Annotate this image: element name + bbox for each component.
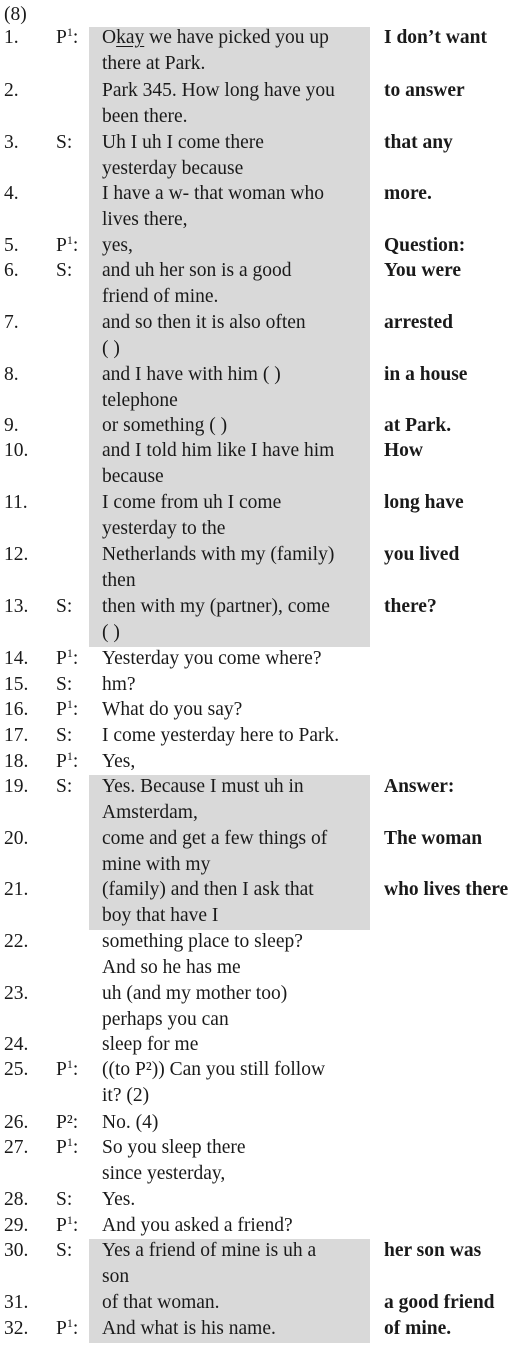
speaker-label: $P^1$: <box>56 1057 79 1080</box>
utterance-line: (family) and then I ask that <box>102 879 314 900</box>
translation-text: You were <box>384 260 462 281</box>
speaker-name: S: <box>56 1189 73 1210</box>
utterance-line: hm? <box>102 674 136 695</box>
utterance-line: and I told him like I have him <box>102 440 335 461</box>
speaker-name: P <box>56 27 67 48</box>
speaker-label <box>56 1238 72 1264</box>
utterance-line: perhaps you can <box>102 1008 229 1030</box>
utterance-line: ( ) <box>102 621 120 643</box>
line-number: 14. <box>4 648 29 669</box>
utterance-text <box>102 697 366 723</box>
translation-text: Answer: <box>384 776 455 797</box>
speaker-name: S: <box>56 260 73 281</box>
translation-text: more. <box>384 183 432 204</box>
utterance-text <box>102 310 366 362</box>
translation-text: there? <box>384 596 437 617</box>
utterance-text <box>102 1187 366 1213</box>
translation-text: that any <box>384 132 453 153</box>
speaker-label <box>56 774 72 800</box>
underlined-syllable: kay <box>116 27 145 48</box>
speaker-label <box>56 258 72 284</box>
line-number: 19. <box>4 776 29 797</box>
example-label: (8) <box>4 4 27 25</box>
utterance-text <box>102 181 366 233</box>
utterance-line: Amsterdam, <box>102 801 198 823</box>
line-number: 9. <box>4 415 19 436</box>
utterance-text <box>102 1238 366 1290</box>
translation-text: who lives there <box>384 879 509 900</box>
utterance-text <box>102 1057 366 1109</box>
utterance-line: And what is his name. <box>102 1318 276 1339</box>
speaker-name: P <box>56 1318 67 1339</box>
translation-text: her son was <box>384 1240 482 1261</box>
utterance-text <box>102 1135 366 1187</box>
utterance-line: yes, <box>102 235 133 256</box>
utterance-line: then <box>102 569 136 591</box>
utterance-text <box>102 672 366 698</box>
line-number: 23. <box>4 983 29 1004</box>
speaker-superscript: 1 <box>66 1135 73 1149</box>
translation-text: The woman <box>384 828 483 849</box>
utterance-line: of that woman. <box>102 1292 220 1313</box>
utterance-line: mine with my <box>102 853 211 875</box>
translation-text: to answer <box>384 80 465 101</box>
utterance-line: Okay we have picked you up <box>102 27 329 48</box>
line-number: 2. <box>4 80 19 101</box>
utterance-line: then with my (partner), come <box>102 596 330 617</box>
utterance-text <box>102 774 366 826</box>
line-number: 18. <box>4 751 29 772</box>
utterance-text <box>102 542 366 594</box>
utterance-line: yesterday because <box>102 157 244 179</box>
utterance-line: because <box>102 465 164 487</box>
line-number: 26. <box>4 1112 29 1133</box>
translation-text: at Park. <box>384 415 452 436</box>
translation-text: in a house <box>384 364 468 385</box>
line-number: 24. <box>4 1034 29 1055</box>
line-number: 10. <box>4 440 29 461</box>
speaker-name: P <box>56 648 67 669</box>
utterance-line: I come from uh I come <box>102 492 282 513</box>
translation-text: you lived <box>384 544 460 565</box>
utterance-line: Yes a friend of mine is uh a <box>102 1240 317 1261</box>
speaker-superscript: 1 <box>66 233 73 247</box>
utterance-line: yesterday to the <box>102 517 226 539</box>
utterance-line: something place to sleep? <box>102 931 303 952</box>
utterance-text <box>102 258 366 310</box>
line-number: 28. <box>4 1189 29 1210</box>
utterance-text <box>102 1290 366 1316</box>
speaker-label: $P^1$: <box>56 25 79 48</box>
speaker-name: P²: <box>56 1112 79 1133</box>
line-number: 12. <box>4 544 29 565</box>
translation-text: I don’t want <box>384 27 487 48</box>
utterance-line: and so then it is also often <box>102 312 306 333</box>
utterance-text <box>102 1032 366 1058</box>
utterance-line: or something ( ) <box>102 415 228 436</box>
speaker-label: $P^1$: <box>56 1135 79 1158</box>
line-number: 6. <box>4 260 19 281</box>
speaker-superscript: 1 <box>66 25 73 39</box>
speaker-label <box>56 723 72 749</box>
line-number: 31. <box>4 1292 29 1313</box>
translation-text: Question: <box>384 235 466 256</box>
line-number: 11. <box>4 492 28 513</box>
utterance-line: And so he has me <box>102 956 241 978</box>
utterance-line: Yes. Because I must uh in <box>102 776 304 797</box>
utterance-line: I have a w- that woman who <box>102 183 325 204</box>
speaker-label: $P^1$: <box>56 749 79 772</box>
translation-text: a good friend <box>384 1292 495 1313</box>
utterance-text <box>102 1110 366 1136</box>
line-number: 27. <box>4 1137 29 1158</box>
speaker-name: S: <box>56 725 73 746</box>
utterance-line: uh (and my mother too) <box>102 983 288 1004</box>
utterance-line: been there. <box>102 105 188 127</box>
utterance-line: sleep for me <box>102 1034 199 1055</box>
utterance-line: So you sleep there <box>102 1137 246 1158</box>
utterance-line: friend of mine. <box>102 285 219 307</box>
utterance-text <box>102 646 366 672</box>
utterance-line: Uh I uh I come there <box>102 132 264 153</box>
utterance-text <box>102 749 366 775</box>
utterance-line: Yesterday you come where? <box>102 648 322 669</box>
utterance-text <box>102 362 366 414</box>
line-number: 8. <box>4 364 19 385</box>
utterance-line: Netherlands with my (family) <box>102 544 335 565</box>
translation-text: long have <box>384 492 464 513</box>
line-number: 15. <box>4 674 29 695</box>
utterance-text <box>102 78 366 130</box>
speaker-name: P <box>56 751 67 772</box>
line-number: 1. <box>4 27 19 48</box>
utterance-line: Yes. <box>102 1189 136 1210</box>
line-number: 4. <box>4 183 19 204</box>
line-number: 32. <box>4 1318 29 1339</box>
line-number: 16. <box>4 699 29 720</box>
speaker-label: $P^1$: <box>56 1316 79 1339</box>
speaker-label <box>56 672 72 698</box>
utterance-line: Park 345. How long have you <box>102 80 335 101</box>
utterance-text <box>102 413 366 439</box>
line-number: 7. <box>4 312 19 333</box>
line-number: 21. <box>4 879 29 900</box>
utterance-line: And you asked a friend? <box>102 1215 293 1236</box>
translation-text: How <box>384 440 423 461</box>
utterance-line: it? (2) <box>102 1084 150 1106</box>
utterance-line: telephone <box>102 389 178 411</box>
utterance-text <box>102 877 366 929</box>
speaker-name: S: <box>56 1240 73 1261</box>
speaker-label: $P^1$: <box>56 697 79 720</box>
speaker-name: P <box>56 1215 67 1236</box>
speaker-name: P <box>56 699 67 720</box>
utterance-line: ( ) <box>102 337 120 359</box>
line-number: 13. <box>4 596 29 617</box>
utterance-text <box>102 490 366 542</box>
speaker-superscript: 1 <box>66 1213 73 1227</box>
speaker-label <box>56 1110 78 1136</box>
line-number: 25. <box>4 1059 29 1080</box>
utterance-line: boy that have I <box>102 904 219 926</box>
utterance-text <box>102 594 366 646</box>
utterance-text <box>102 723 366 749</box>
speaker-superscript: 1 <box>66 749 73 763</box>
utterance-text <box>102 826 366 878</box>
speaker-label: $P^1$: <box>56 1213 79 1236</box>
speaker-label <box>56 594 72 620</box>
utterance-text <box>102 130 366 182</box>
utterance-line: No. (4) <box>102 1112 159 1133</box>
speaker-name: S: <box>56 132 73 153</box>
speaker-name: S: <box>56 674 73 695</box>
speaker-label: $P^1$: <box>56 233 79 256</box>
speaker-name: P <box>56 1137 67 1158</box>
utterance-text <box>102 1316 366 1342</box>
utterance-line: Yes, <box>102 751 136 772</box>
utterance-line: there at Park. <box>102 52 206 74</box>
translation-text: arrested <box>384 312 453 333</box>
line-number: 22. <box>4 931 29 952</box>
speaker-name: P <box>56 1059 67 1080</box>
translation-text: of mine. <box>384 1318 452 1339</box>
line-number: 29. <box>4 1215 29 1236</box>
utterance-line: What do you say? <box>102 699 243 720</box>
speaker-superscript: 1 <box>66 1316 73 1330</box>
speaker-name: P <box>56 235 67 256</box>
line-number: 3. <box>4 132 19 153</box>
utterance-line: and I have with him ( ) <box>102 364 281 385</box>
utterance-text <box>102 438 366 490</box>
utterance-line: I come yesterday here to Park. <box>102 725 340 746</box>
utterance-line: and uh her son is a good <box>102 260 292 281</box>
utterance-text <box>102 929 366 981</box>
speaker-label: $P^1$: <box>56 646 79 669</box>
line-number: 20. <box>4 828 29 849</box>
line-number: 17. <box>4 725 29 746</box>
speaker-label <box>56 130 72 156</box>
speaker-label <box>56 1187 72 1213</box>
utterance-line: since yesterday, <box>102 1162 226 1184</box>
speaker-superscript: 1 <box>66 646 73 660</box>
utterance-line: come and get a few things of <box>102 828 328 849</box>
utterance-text <box>102 233 366 259</box>
speaker-name: S: <box>56 596 73 617</box>
speaker-superscript: 1 <box>66 697 73 711</box>
speaker-name: S: <box>56 776 73 797</box>
utterance-line: ((to P²)) Can you still follow <box>102 1059 326 1080</box>
line-number: 5. <box>4 235 19 256</box>
utterance-text <box>102 981 366 1033</box>
utterance-text <box>102 1213 366 1239</box>
utterance-text <box>102 25 366 77</box>
utterance-line: son <box>102 1265 130 1287</box>
utterance-line: lives there, <box>102 208 188 230</box>
speaker-superscript: 1 <box>66 1057 73 1071</box>
line-number: 30. <box>4 1240 29 1261</box>
